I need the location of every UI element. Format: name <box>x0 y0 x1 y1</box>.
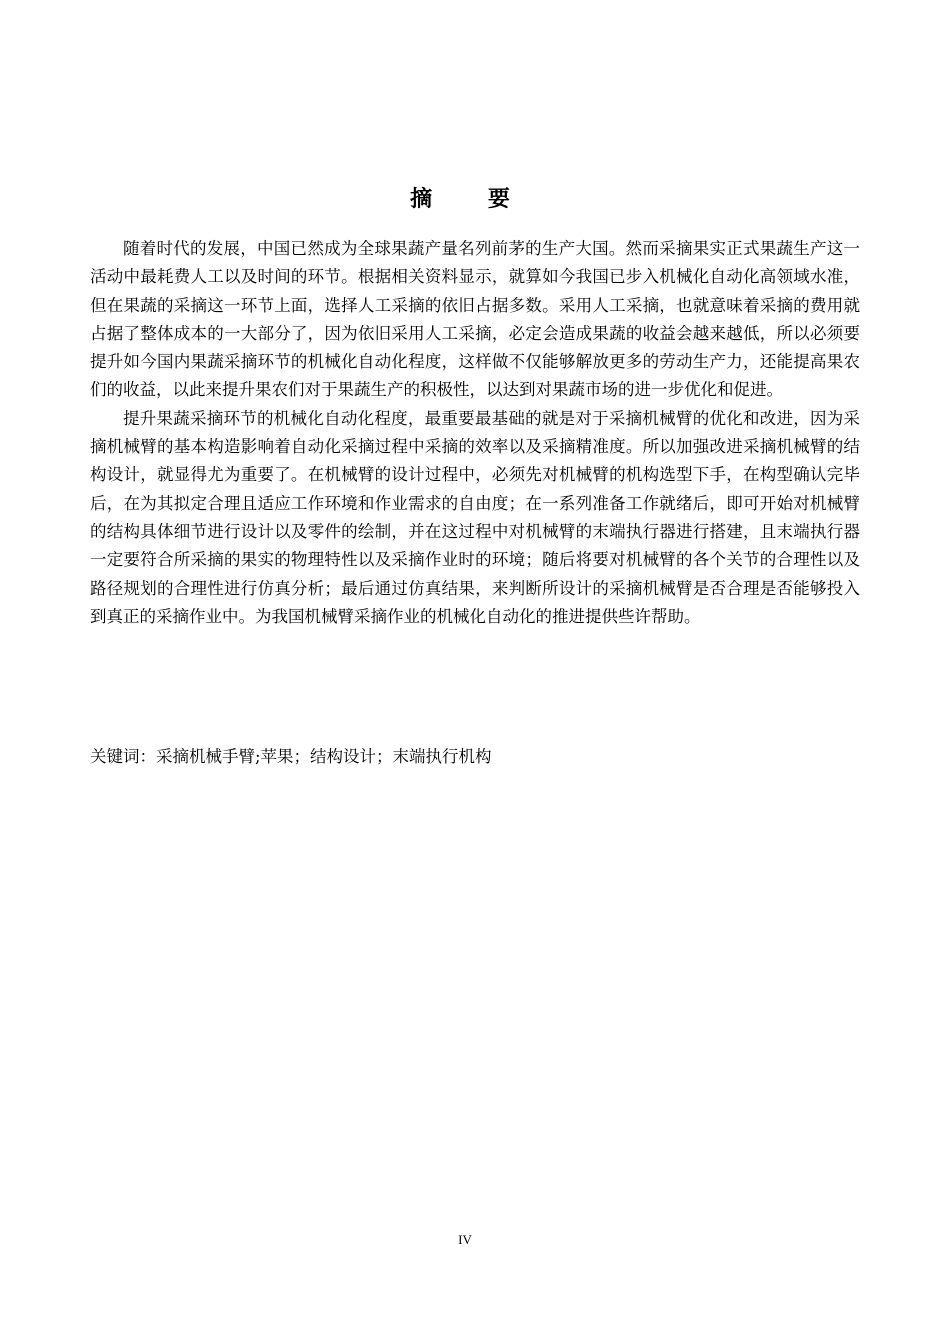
abstract-paragraph-2: 提升果蔬采摘环节的机械化自动化程度，最重要最基础的就是对于采摘机械臂的优化和改进，因为采摘机械臂的基本构造影响着自动化采摘过程中采摘的效率以及采摘精准度。所以加强改进采摘机械臂的结构设计，就显得尤为重要了。在机械臂的设计过程中，必须先对机械臂的机构选型下手，在构型确认完毕后，在为其拟定合理且适应工作环境和作业需求的自由度；在一系列准备工作就绪后，即可开始对机械臂的结构具体细节进行设计以及零件的绘制，并在这过程中对机械臂的末端执行器进行搭建，且末端执行器一定要符合所采摘的果实的物理特性以及采摘作业时的环境；随后将要对机械臂的各个关节的合理性以及路径规划的合理性进行仿真分析；最后通过仿真结果，来判断所设计的采摘机械臂是否合理是否能够投入到真正的采摘作业中。为我国机械臂采摘作业的机械化自动化的推进提供些许帮助。 <box>90 408 860 626</box>
keywords-line: 关键词：采摘机械手臂;苹果；结构设计；末端执行机构 <box>90 747 492 766</box>
abstract-body <box>90 235 860 631</box>
abstract-paragraph-1: 随着时代的发展，中国已然成为全球果蔬产量名列前茅的生产大国。然而采摘果实正式果蔬生产这一活动中最耗费人工以及时间的环节。根据相关资料显示，就算如今我国已步入机械化自动化高领域水准，但在果蔬的采摘这一环节上面，选择人工采摘的依旧占据多数。采用人工采摘，也就意味着采摘的费用就占据了整体成本的一大部分了，因为依旧采用人工采摘，必定会造成果蔬的收益会越来越低，所以必须要提升如今国内果蔬采摘环节的机械化自动化程度，这样做不仅能够解放更多的劳动生产力，还能提高果农们的收益，以此来提升果农们对于果蔬生产的积极性，以达到对果蔬市场的进一步优化和促进。 <box>90 239 860 400</box>
page-title: 摘 要 <box>410 186 534 212</box>
page-number: IV <box>458 1232 472 1247</box>
